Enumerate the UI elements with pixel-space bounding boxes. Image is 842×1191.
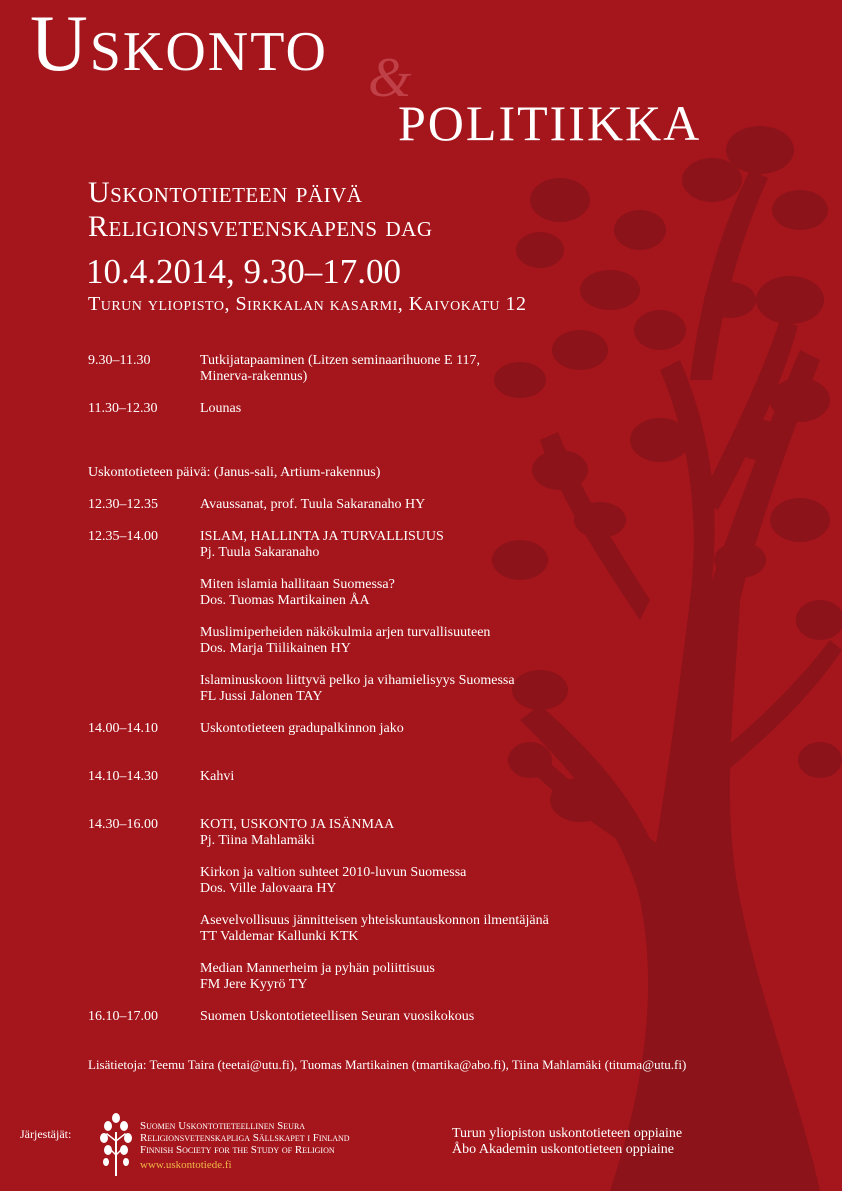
schedule-desc: Kahvi	[200, 769, 235, 784]
schedule-time: 12.30–12.35	[88, 497, 158, 512]
poster-title-line2: politiikka	[398, 76, 702, 156]
schedule-time: 16.10–17.00	[88, 1009, 158, 1024]
department-turku: Turun yliopiston uskontotieteen oppiaine	[452, 1126, 683, 1141]
day-heading: Uskontotieteen päivä: (Janus-sali, Artium-rakennus)	[88, 465, 381, 480]
schedule-desc: KOTI, USKONTO JA ISÄNMAA Pj. Tiina Mahlamäki	[200, 817, 395, 848]
society-url-link[interactable]: www.uskontotiede.fi	[140, 1159, 232, 1171]
society-name-en: Finnish Society for the Study of Religion	[140, 1144, 335, 1156]
schedule-desc: Muslimiperheiden näkökulmia arjen turvallisuuteen Dos. Marja Tiilikainen HY	[200, 625, 491, 656]
schedule-time: 9.30–11.30	[88, 353, 151, 368]
schedule-time: 14.00–14.10	[88, 721, 158, 736]
tree-logo-icon	[98, 1112, 134, 1178]
schedule-desc: Avaussanat, prof. Tuula Sakaranaho HY	[200, 497, 426, 512]
contact-info: Lisätietoja: Teemu Taira (teetai@utu.fi), Tuomas Martikainen (tmartika@abo.fi), Tiina Mahlamäki (tituma@utu.fi)	[88, 1057, 687, 1072]
schedule-desc: ISLAM, HALLINTA JA TURVALLISUUS Pj. Tuula Sakaranaho	[200, 529, 444, 560]
schedule-desc: Uskontotieteen gradupalkinnon jako	[200, 721, 404, 736]
society-name-fi: Suomen Uskontotieteellinen Seura	[140, 1120, 306, 1132]
society-name	[140, 1120, 350, 1171]
schedule-desc: Miten islamia hallitaan Suomessa? Dos. Tuomas Martikainen ÅA	[200, 577, 395, 608]
event-datetime: 10.4.2014, 9.30–17.00	[86, 252, 401, 291]
society-name-sv: Religionsvetenskapliga Sällskapet i Finland	[140, 1132, 350, 1144]
schedule-desc: Lounas	[200, 401, 242, 416]
subtitle-swedish: Religionsvetenskapens dag	[88, 210, 433, 243]
organizers-label: Järjestäjät:	[20, 1127, 72, 1141]
schedule-time: 14.10–14.30	[88, 769, 158, 784]
schedule-desc: Islaminuskoon liittyvä pelko ja vihamielisyys Suomessa FL Jussi Jalonen TAY	[200, 673, 515, 704]
poster-title: Uskonto	[30, 0, 328, 88]
title-ampersand: &	[368, 47, 412, 109]
schedule-desc: Suomen Uskontotieteellisen Seuran vuosikokous	[200, 1009, 475, 1024]
schedule-desc: Tutkijatapaaminen (Litzen seminaarihuone E 117, Minerva-rakennus)	[200, 353, 481, 384]
schedule-time: 12.35–14.00	[88, 529, 158, 544]
subtitle-finnish: Uskontotieteen päivä	[88, 176, 363, 209]
schedule-time: 14.30–16.00	[88, 817, 158, 832]
schedule-desc: Kirkon ja valtion suhteet 2010-luvun Suomessa Dos. Ville Jalovaara HY	[200, 865, 467, 896]
event-venue: Turun yliopisto, Sirkkalan kasarmi, Kaivokatu 12	[88, 293, 527, 315]
schedule-desc: Asevelvollisuus jännitteisen yhteiskuntauskonnon ilmentäjänä TT Valdemar Kallunki KTK	[200, 913, 549, 944]
schedule-time: 11.30–12.30	[88, 401, 158, 416]
departments	[452, 1126, 682, 1158]
schedule-desc: Median Mannerheim ja pyhän poliittisuus FM Jere Kyyrö TY	[200, 961, 435, 992]
department-abo: Åbo Akademin uskontotieteen oppiaine	[452, 1142, 675, 1157]
